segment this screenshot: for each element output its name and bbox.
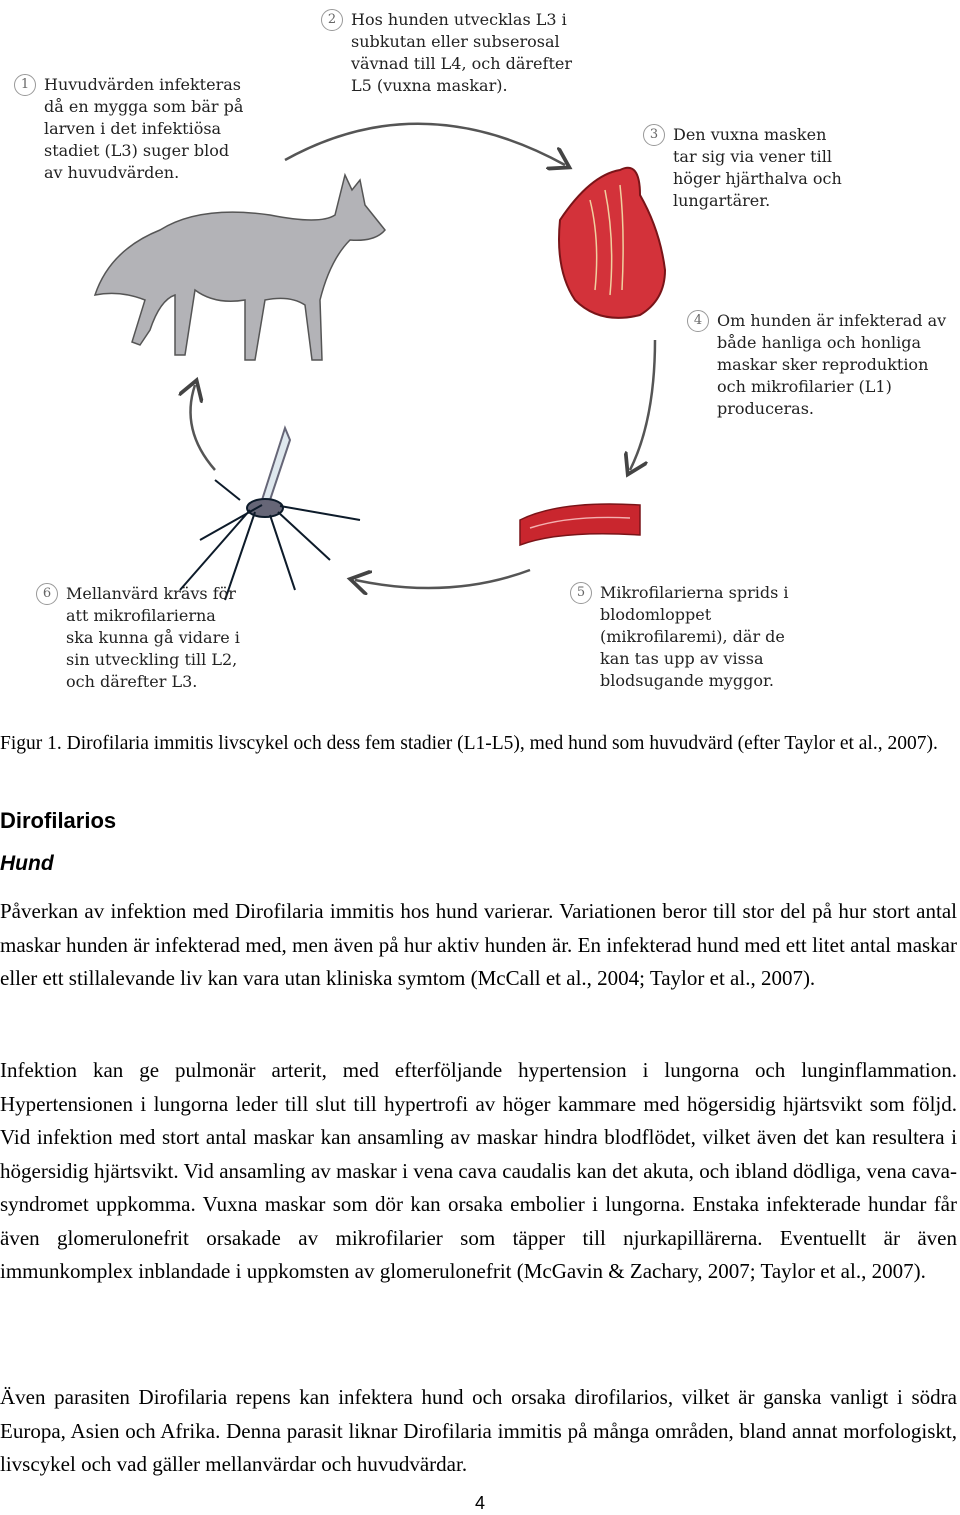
step-number: 4 <box>687 310 709 332</box>
step-number: 3 <box>643 124 665 146</box>
section-heading: Dirofilarios <box>0 808 117 833</box>
blood-vessel-illustration <box>520 504 640 545</box>
figure-caption: Figur 1. Dirofilaria immitis livscykel och dess fem stadier (L1-L5), med hund som huvudvärd (efter Taylor et al., 2007). <box>0 733 938 754</box>
step-number: 2 <box>321 9 343 31</box>
dog-illustration <box>95 175 385 360</box>
paragraph-1: Påverkan av infektion med Dirofilaria immitis hos hund varierar. Variationen beror till stor del på hur stort antal maskar hunden är infekterad med, men även på hur aktiv hunden är. En infekterad hund med ett litet antal maskar eller ett stillalevande liv kan vara utan kliniska symtom (McCall et al., 2004; Taylor et al., 2007). <box>0 899 957 990</box>
step-1-text: 1 Huvudvärden infekteras då en mygga som bär på larven i det infektiösa stadiet (L3) suger blod av huvudvärden. <box>44 74 243 184</box>
arrow-5-to-6 <box>355 570 530 588</box>
paragraph-2: Infektion kan ge pulmonär arterit, med efterföljande hypertension i lungorna och lunginflammation. Hypertensionen i lungorna leder till slut till hypertrofi av höger kammare med högersidig hjärtsvikt som följd. Vid infektion med stort antal maskar kan ansamling av maskar hindra blodflödet, vilket även det kan resultera i högersidig hjärtsvikt. Vid ansamling av maskar i vena cava caudalis kan det akuta, och ibland dödliga, vena cava-syndromet uppkomma. Vuxna maskar som dör kan orsaka embolier i lungorna. Enstaka infekterade hundar får även glomerulonefrit orsakade av mikrofilarier som täpper till njurkapillärerna. Eventuellt är även immunkomplex inblandade i uppkomsten av glomerulonefrit (McGavin & Zachary, 2007; Taylor et al., 2007). <box>0 1058 957 1283</box>
step-number: 1 <box>14 74 36 96</box>
paragraph-3: Även parasiten Dirofilaria repens kan infektera hund och orsaka dirofilarios, vilket är ganska vanligt i södra Europa, Asien och Afrika. Denna parasit liknar Dirofilaria immitis på många områden, bland annat morfologiskt, livscykel och vad gäller mellanvärdar och huvudvärdar. <box>0 1385 957 1476</box>
step-4-text: 4 Om hunden är infekterad av både hanliga och honliga maskar sker reproduktion och mikrofilarier (L1) produceras. <box>717 310 946 420</box>
step-2-text: 2 Hos hunden utvecklas L3 i subkutan eller subserosal vävnad till L4, och därefter L5 (vuxna maskar). <box>351 9 572 97</box>
step-number: 6 <box>36 583 58 605</box>
step-6-text: 6 Mellanvärd krävs för att mikrofilarierna ska kunna gå vidare i sin utveckling till L2, och därefter L3. <box>66 583 240 693</box>
step-5-text: 5 Mikrofilarierna sprids i blodomloppet (mikrofilaremi), där de kan tas upp av vissa blodsugande myggor. <box>600 582 789 692</box>
subsection-heading: Hund <box>0 852 54 875</box>
step-3-text: 3 Den vuxna masken tar sig via vener till höger hjärthalva och lungartärer. <box>673 124 842 212</box>
arrow-3-to-5 <box>630 340 655 470</box>
arrow-1-to-3 <box>285 124 565 165</box>
life-cycle-figure <box>0 0 960 705</box>
page-number: 4 <box>474 1493 485 1513</box>
heart-illustration <box>559 168 665 318</box>
mosquito-illustration <box>180 428 360 600</box>
arrow-6-to-1 <box>191 385 216 470</box>
step-number: 5 <box>570 582 592 604</box>
